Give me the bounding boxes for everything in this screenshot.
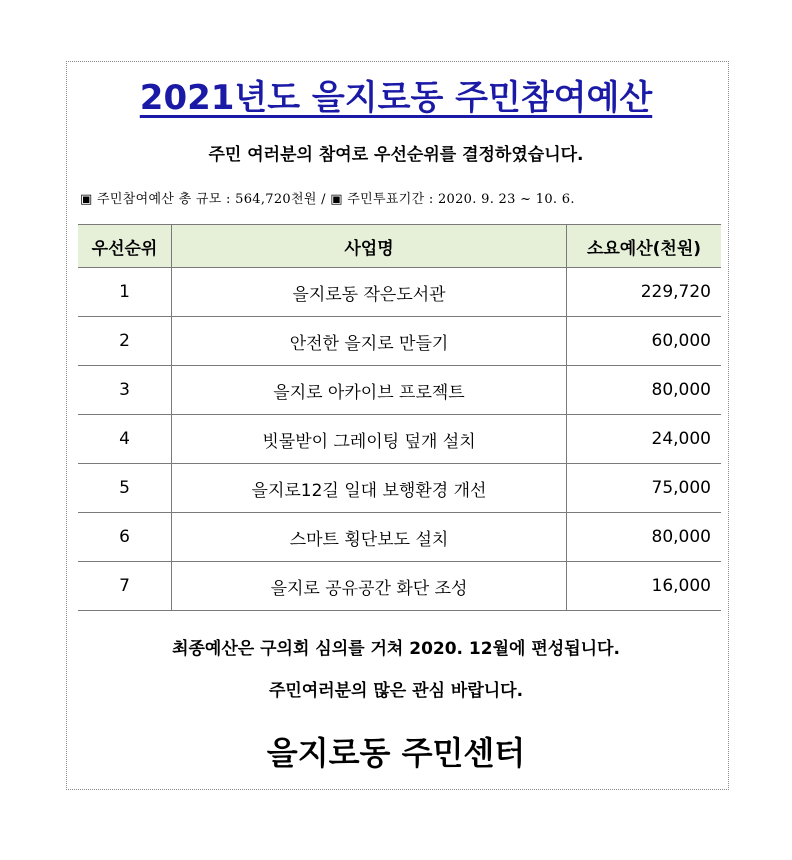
info-line: ▣ 주민참여예산 총 규모 : 564,720천원 / ▣ 주민투표기간 : 2020. 9. 23 ~ 10. 6. bbox=[80, 192, 575, 207]
project-cell: 을지로동 작은도서관 bbox=[172, 268, 567, 317]
table-row bbox=[78, 464, 721, 513]
project-cell: 안전한 을지로 만들기 bbox=[172, 317, 567, 366]
footer-organization: 을지로동 주민센터 bbox=[266, 734, 526, 772]
rank-cell: 2 bbox=[78, 317, 172, 366]
project-cell: 을지로 공유공간 화단 조성 bbox=[172, 562, 567, 611]
project-cell: 을지로12길 일대 보행환경 개선 bbox=[172, 464, 567, 513]
project-cell: 빗물받이 그레이팅 덮개 설치 bbox=[172, 415, 567, 464]
rank-cell: 7 bbox=[78, 562, 172, 611]
rank-cell: 1 bbox=[78, 268, 172, 317]
interest-note: 주민여러분의 많은 관심 바랍니다. bbox=[268, 681, 524, 701]
header-budget: 소요예산(천원) bbox=[567, 225, 722, 268]
budget-cell: 60,000 bbox=[567, 317, 722, 366]
final-budget-note: 최종예산은 구의회 심의를 거쳐 2020. 12월에 편성됩니다. bbox=[172, 639, 620, 659]
budget-table bbox=[78, 224, 721, 611]
header-rank: 우선순위 bbox=[78, 225, 172, 268]
budget-cell: 80,000 bbox=[567, 366, 722, 415]
budget-cell: 229,720 bbox=[567, 268, 722, 317]
table-header-row bbox=[78, 225, 721, 268]
budget-cell: 16,000 bbox=[567, 562, 722, 611]
rank-cell: 4 bbox=[78, 415, 172, 464]
table-row bbox=[78, 513, 721, 562]
page-title: 2021년도 을지로동 주민참여예산 bbox=[139, 78, 653, 118]
rank-cell: 6 bbox=[78, 513, 172, 562]
budget-cell: 75,000 bbox=[567, 464, 722, 513]
table-row bbox=[78, 562, 721, 611]
subtitle: 주민 여러분의 참여로 우선순위를 결정하였습니다. bbox=[208, 145, 584, 165]
table-row bbox=[78, 366, 721, 415]
budget-cell: 24,000 bbox=[567, 415, 722, 464]
project-cell: 을지로 아카이브 프로젝트 bbox=[172, 366, 567, 415]
header-project: 사업명 bbox=[172, 225, 567, 268]
table-row bbox=[78, 268, 721, 317]
table-row bbox=[78, 317, 721, 366]
table-row bbox=[78, 415, 721, 464]
rank-cell: 3 bbox=[78, 366, 172, 415]
project-cell: 스마트 횡단보도 설치 bbox=[172, 513, 567, 562]
budget-cell: 80,000 bbox=[567, 513, 722, 562]
rank-cell: 5 bbox=[78, 464, 172, 513]
